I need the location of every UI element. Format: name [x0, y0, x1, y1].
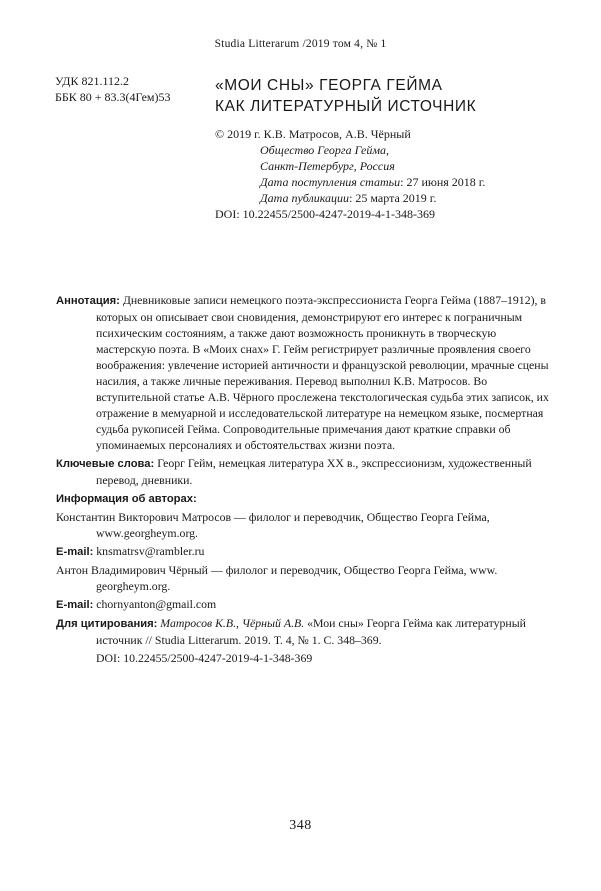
citation-text: «Мои сны» Георга Гейма как литературный источник // Studia Litterarum. 2019. Т. 4, № 1. С. 348–369. [96, 616, 526, 647]
keywords-label: Ключевые слова: [56, 458, 155, 470]
udk-code: УДК 821.112.2 [55, 74, 130, 88]
abstract-label: Аннотация: [56, 295, 120, 307]
keywords [56, 455, 556, 488]
bbk-code: ББК 80 + 83.3(4Гем)53 [55, 90, 171, 104]
author-2: Антон Владимирович Чёрный — филолог и переводчик, Общество Георга Гейма, www. georgheym.org. [56, 563, 498, 593]
article-meta [215, 126, 485, 222]
article-summary [56, 292, 556, 668]
received-date [215, 174, 485, 190]
email-label: E-mail: [56, 599, 94, 611]
author-2-email [56, 596, 556, 613]
organization: Общество Георга Гейма, [260, 143, 390, 157]
keywords-text: Георг Гейм, немецкая литература XX в., экспрессионизм, художественный перевод, дневники. [96, 456, 532, 487]
classification-codes [55, 73, 171, 105]
title-line-2: КАК ЛИТЕРАТУРНЫЙ ИСТОЧНИК [215, 98, 477, 115]
authors-heading: Информация об авторах: [56, 493, 197, 505]
email-link[interactable]: knsmatrsv@rambler.ru [96, 544, 205, 558]
running-header: Studia Litterarum /2019 том 4, № 1 [214, 38, 387, 50]
article-title [215, 75, 476, 117]
email-link[interactable]: chornyanton@gmail.com [96, 597, 217, 611]
title-line-1: «МОИ СНЫ» ГЕОРГА ГЕЙМА [215, 77, 443, 94]
author-1: Константин Викторович Матросов — филолог и переводчик, Общество Георга Гейма, www.georgheym.org. [56, 510, 490, 540]
citation-authors: Матросов К.В., Чёрный А.В. [160, 616, 305, 630]
received-value: : 27 июня 2018 г. [400, 175, 486, 189]
doi: DOI: 10.22455/2500-4247-2019-4-1-348-369 [215, 207, 435, 221]
citation [56, 615, 556, 648]
abstract-text: Дневниковые записи немецкого поэта-экспрессиониста Георга Гейма (1887–1912), в которых он описывает свои сновидения, демонстрируют его интерес к пограничным психическим состояниям, а также дают возможность проникнуть в творческую мастерскую поэта. В «Моих снах» Г. Гейм регистрирует различные проявления своего воображения: увлечение историей античности и французской революции, мрачные сцены насилия, а также личные переживания. Перевод выполнил К.В. Матросов. Во вступительной статье А.В. Чёрного прослежена текстологическая судьба этих записок, их отражение в мемуарной и исследовательской литературе на немецком языке, посмертная судьба рукописей Гейма. Сопроводительные примечания дают краткие справки об упоминаемых персоналиях и обстоятельствах жизни поэта. [96, 293, 549, 452]
copyright: © 2019 г. К.В. Матросов, А.В. Чёрный [215, 127, 411, 141]
published-date [215, 190, 485, 206]
page-number: 348 [289, 818, 312, 833]
published-label: Дата публикации [260, 191, 350, 205]
citation-doi: DOI: 10.22455/2500-4247-2019-4-1-348-369 [96, 651, 313, 665]
abstract [56, 292, 556, 453]
citation-label: Для цитирования: [56, 618, 158, 630]
received-label: Дата поступления статьи [260, 175, 401, 189]
published-value: : 25 марта 2019 г. [349, 191, 437, 205]
author-1-email [56, 543, 556, 560]
email-label: E-mail: [56, 546, 94, 558]
city: Санкт-Петербург, Россия [260, 159, 395, 173]
